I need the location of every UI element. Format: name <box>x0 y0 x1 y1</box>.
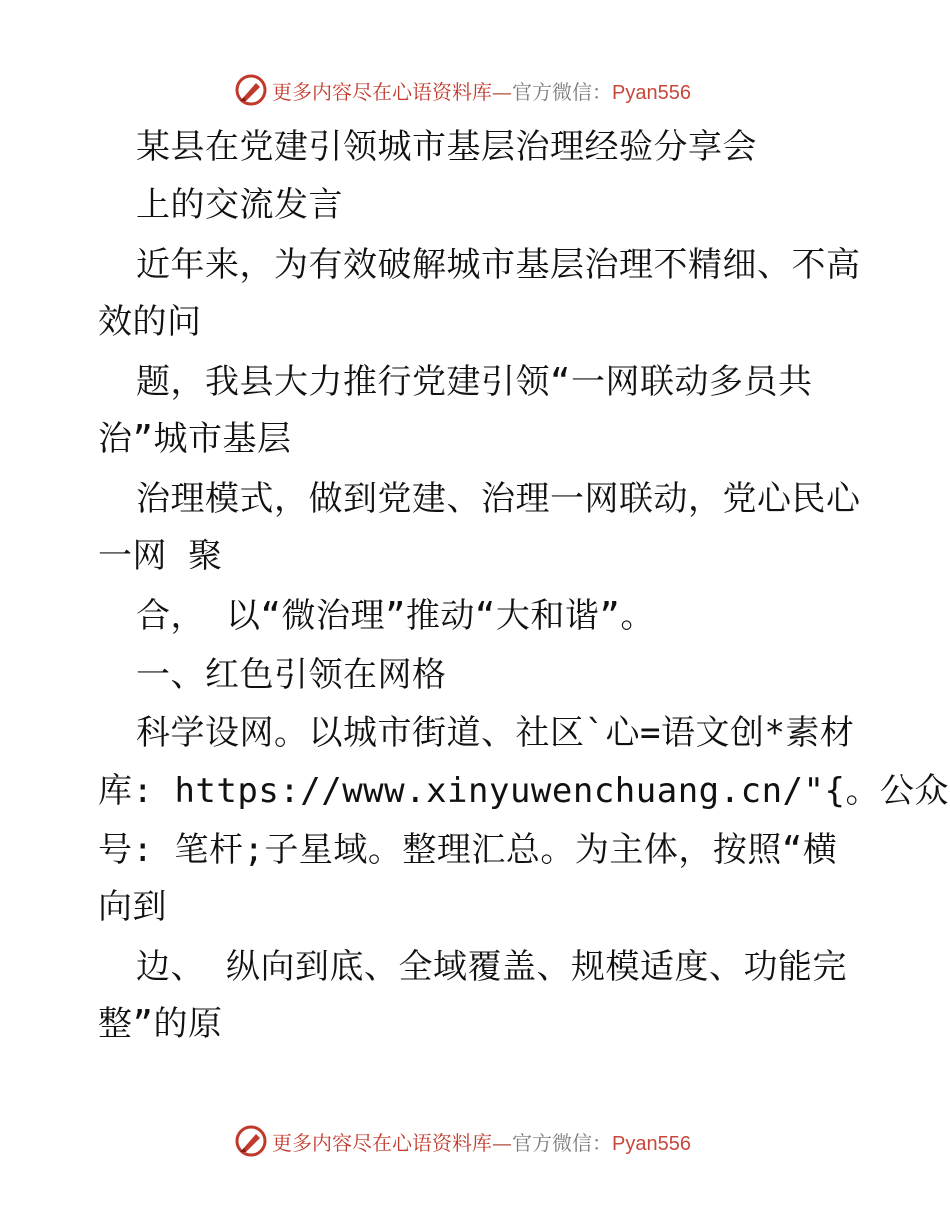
watermark-title: 更多内容尽在心语资料库 <box>272 79 492 104</box>
watermark-dash: — <box>492 79 512 104</box>
doc-line: 号: 笔杆;子星域。整理汇总。为主体，按照“横 <box>98 830 838 870</box>
doc-line: 合， 以“微治理”推动“大和谐”。 <box>136 596 655 636</box>
doc-line: 近年来，为有效破解城市基层治理不精细、不高 <box>136 245 861 285</box>
watermark-dash: — <box>492 1130 512 1155</box>
doc-line: 一网 聚 <box>98 536 223 576</box>
watermark-wechat-id: Pyan556 <box>612 81 691 104</box>
watermark-title: 更多内容尽在心语资料库 <box>272 1130 492 1155</box>
doc-line: 向到 <box>98 887 167 927</box>
doc-line: 治”城市基层 <box>98 419 292 459</box>
doc-line: 库: https://www.xinyuwenchuang.cn/"{。公众 <box>98 771 949 811</box>
watermark-wechat-label: 官方微信： <box>512 1130 612 1155</box>
watermark-wechat-id: Pyan556 <box>612 1132 691 1155</box>
doc-title-line-2: 上的交流发言 <box>136 185 343 225</box>
doc-line: 整”的原 <box>98 1004 223 1044</box>
doc-title-line-1: 某县在党建引领城市基层治理经验分享会 <box>136 127 757 167</box>
doc-line: 科学设网。以城市街道、社区`心=语文创*素材 <box>136 713 855 753</box>
doc-section-heading: 一、红色引领在网格 <box>136 655 447 695</box>
watermark-footer <box>234 1124 754 1158</box>
doc-line: 治理模式，做到党建、治理一网联动，党心民心 <box>136 479 861 519</box>
pen-logo-icon <box>234 1124 268 1158</box>
watermark-text <box>272 1127 691 1156</box>
doc-line: 题，我县大力推行党建引领“一网联动多员共 <box>136 362 813 402</box>
doc-line: 边、 纵向到底、全域覆盖、规模适度、功能完 <box>136 947 847 987</box>
doc-line: 效的问 <box>98 302 202 342</box>
watermark-wechat-label: 官方微信： <box>512 79 612 104</box>
